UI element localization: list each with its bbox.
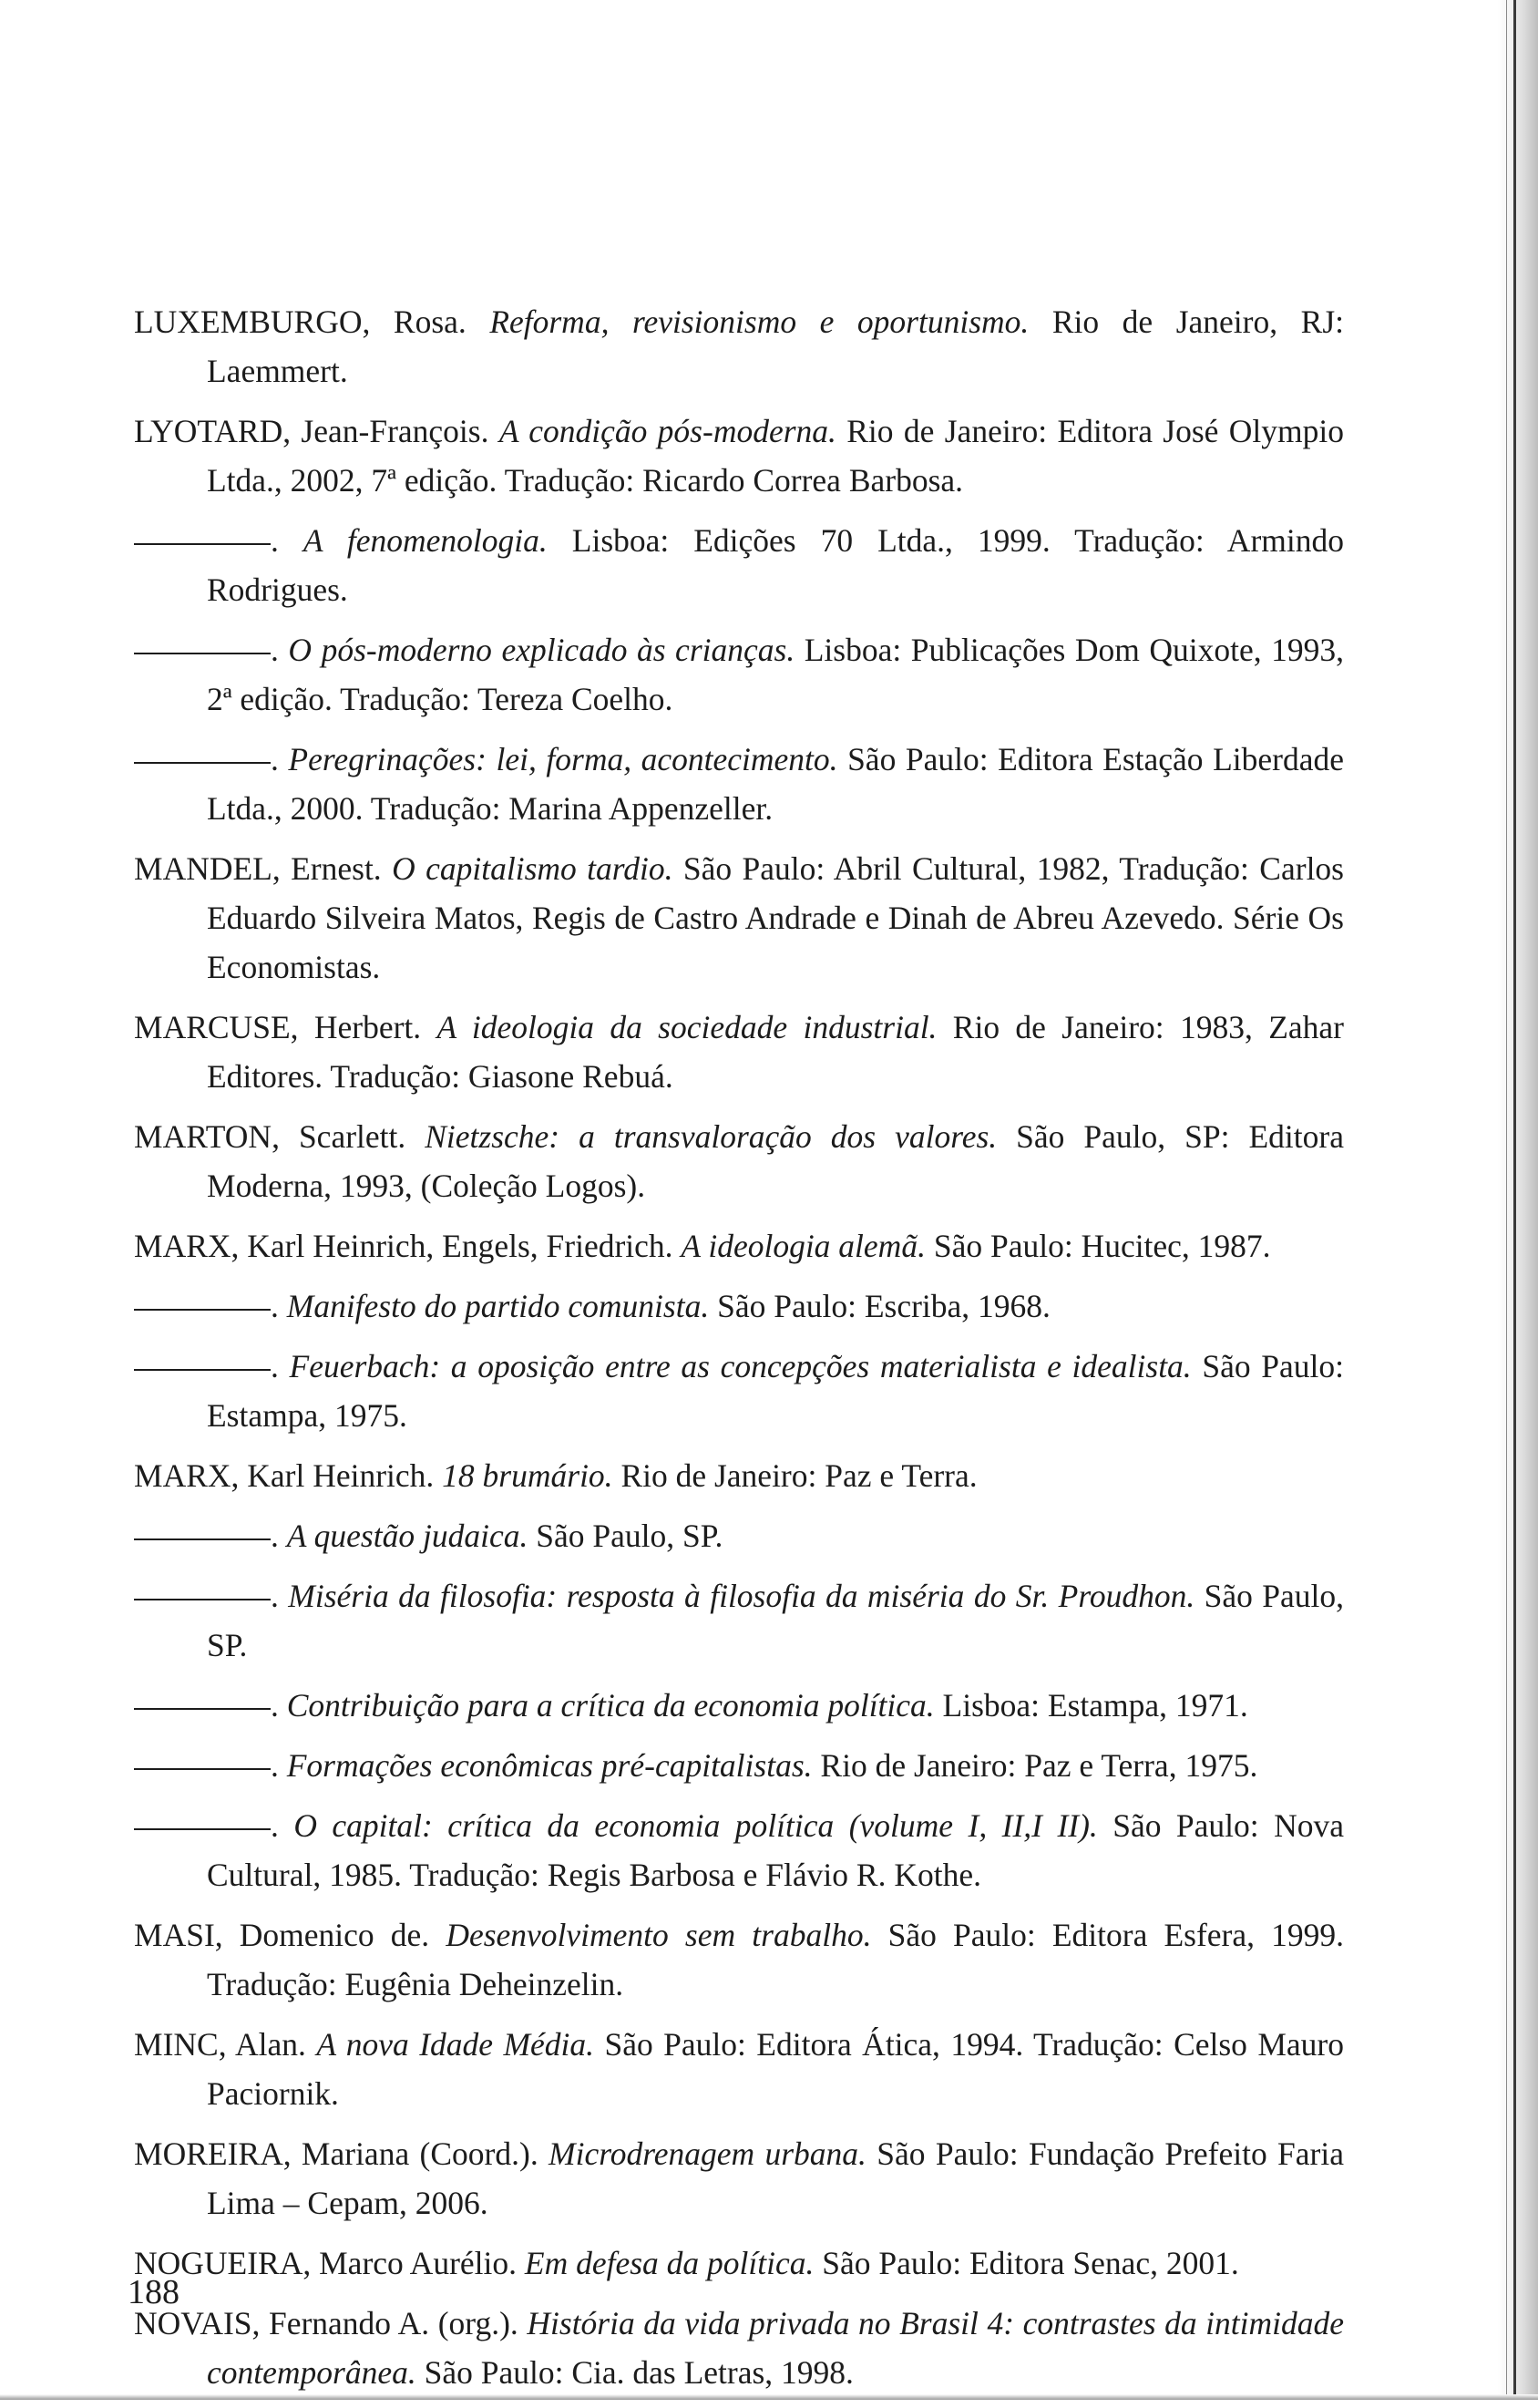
reference-entry [134, 297, 1344, 396]
repeat-author-rule [134, 1828, 271, 1830]
reference-title: Nietzsche: a transvaloração dos valores. [425, 1118, 998, 1155]
reference-title: Microdrenagem urbana. [549, 2135, 866, 2172]
reference-details: São Paulo: Editora Ática, 1994. Tradução: Celso Mauro Paciornik. [207, 2026, 1344, 2112]
reference-details: São Paulo: Cia. das Letras, 1998. [415, 2354, 854, 2391]
reference-entry [134, 2299, 1344, 2397]
reference-author: MARTON, Scarlett. [134, 1118, 426, 1155]
reference-title: Peregrinações: lei, forma, acontecimento. [288, 741, 838, 777]
reference-title: Contribuição para a crítica da economia política. [286, 1687, 935, 1724]
reference-author: . [271, 1807, 294, 1844]
reference-title: A ideologia da sociedade industrial. [436, 1009, 938, 1045]
reference-title: Feuerbach: a oposição entre as concepções materialista e idealista. [289, 1348, 1192, 1384]
reference-title: 18 brumário. [442, 1457, 613, 1494]
repeat-author-rule [134, 1538, 271, 1540]
reference-details: Lisboa: Estampa, 1971. [934, 1687, 1248, 1724]
reference-details: São Paulo: Abril Cultural, 1982, Tradução: Carlos Eduardo Silveira Matos, Regis de Castro Andrade e Dinah de Abreu Azevedo. Série Os Economistas. [207, 850, 1344, 985]
reference-entry [134, 844, 1344, 992]
bibliography-list [134, 297, 1344, 2408]
reference-title: Formações econômicas pré-capitalistas. [286, 1747, 813, 1784]
repeat-author-rule [134, 1309, 271, 1311]
repeat-author-rule [134, 762, 271, 764]
reference-entry [134, 2020, 1344, 2118]
reference-author: MOREIRA, Mariana (Coord.). [134, 2135, 549, 2172]
reference-author: . [271, 1288, 287, 1324]
reference-details: Rio de Janeiro: Paz e Terra. [612, 1457, 978, 1494]
page-number: 188 [128, 2273, 179, 2311]
repeat-author-rule [134, 653, 271, 654]
reference-details: Rio de Janeiro: Editora José Olympio Ltda., 2002, 7ª edição. Tradução: Ricardo Correa Barbosa. [207, 413, 1345, 499]
reference-entry [134, 1910, 1344, 2009]
repeat-author-rule [134, 1599, 271, 1600]
reference-author: . [271, 1687, 287, 1724]
page-spine-shadow [1498, 0, 1538, 2400]
reference-entry [134, 2238, 1344, 2288]
reference-title: A condição pós-moderna. [498, 413, 836, 449]
reference-title: Desenvolvimento sem trabalho. [446, 1917, 872, 1953]
reference-title: Manifesto do partido comunista. [286, 1288, 710, 1324]
reference-title: A fenomenologia. [302, 522, 548, 559]
reference-title: História da vida privada no Brasil 4: contrastes da intimidade contemporânea. [207, 2305, 1344, 2391]
reference-details: Lisboa: Edições 70 Ltda., 1999. Tradução: Armindo Rodrigues. [207, 522, 1344, 608]
reference-details: Lisboa: Publicações Dom Quixote, 1993, 2ª edição. Tradução: Tereza Coelho. [207, 632, 1344, 717]
reference-author: MARX, Karl Heinrich. [134, 1457, 443, 1494]
reference-details: Rio de Janeiro: Paz e Terra, 1975. [812, 1747, 1258, 1784]
reference-author: . [271, 1518, 287, 1554]
reference-details: São Paulo: Hucitec, 1987. [925, 1228, 1271, 1264]
repeat-author-rule [134, 1768, 271, 1770]
reference-author: LUXEMBURGO, Rosa. [134, 304, 490, 340]
reference-author: MASI, Domenico de. [134, 1917, 446, 1953]
reference-entry [134, 1003, 1344, 1101]
reference-author: LYOTARD, Jean-François. [134, 413, 499, 449]
reference-entry [134, 1571, 1344, 1670]
reference-author: . [271, 632, 289, 668]
reference-details: São Paulo: Editora Senac, 2001. [814, 2245, 1239, 2281]
reference-details: São Paulo, SP. [207, 1578, 1345, 1663]
reference-details: São Paulo: Escriba, 1968. [709, 1288, 1051, 1324]
reference-entry [134, 1281, 1344, 1331]
reference-author: NOVAIS, Fernando A. (org.). [134, 2305, 528, 2341]
reference-entry [134, 625, 1344, 724]
reference-entry [134, 1451, 1344, 1500]
reference-title: A questão judaica. [286, 1518, 528, 1554]
repeat-author-rule [134, 1369, 271, 1371]
reference-author: . [271, 1747, 287, 1784]
reference-entry [134, 1112, 1344, 1210]
reference-title: Reforma, revisionismo e oportunismo. [489, 304, 1030, 340]
reference-author: MANDEL, Ernest. [134, 850, 393, 887]
reference-details: Rio de Janeiro: 1983, Zahar Editores. Tradução: Giasone Rebuá. [207, 1009, 1345, 1095]
reference-author: . [271, 741, 289, 777]
reference-details: São Paulo, SP. [528, 1518, 723, 1554]
reference-entry [134, 1681, 1344, 1730]
reference-entry [134, 1741, 1344, 1790]
reference-entry [134, 1511, 1344, 1560]
reference-author: MARX, Karl Heinrich, Engels, Friedrich. [134, 1228, 682, 1264]
reference-details: São Paulo: Fundação Prefeito Faria Lima – Cepam, 2006. [207, 2135, 1344, 2221]
reference-details: São Paulo: Editora Esfera, 1999. Tradução: Eugênia Deheinzelin. [207, 1917, 1345, 2002]
repeat-author-rule [134, 1708, 271, 1710]
reference-title: O capital: crítica da economia política (volume I, II,I II). [293, 1807, 1098, 1844]
reference-title: Miséria da filosofia: resposta à filosofia da miséria do Sr. Proudhon. [288, 1578, 1195, 1614]
spine-edge-line [1506, 0, 1507, 2400]
spine-binding-line [1513, 0, 1516, 2400]
reference-entry [134, 2129, 1344, 2228]
reference-entry [134, 516, 1344, 614]
reference-details: São Paulo: Nova Cultural, 1985. Tradução: Regis Barbosa e Flávio R. Kothe. [207, 1807, 1344, 1893]
reference-entry [134, 1221, 1344, 1271]
reference-title: A nova Idade Média. [316, 2026, 595, 2063]
reference-entry [134, 1342, 1344, 1440]
reference-entry [134, 406, 1344, 505]
reference-details: São Paulo, SP: Editora Moderna, 1993, (Coleção Logos). [207, 1118, 1344, 1204]
reference-author: . [271, 1348, 290, 1384]
reference-author: . [271, 1578, 289, 1614]
reference-author: MINC, Alan. [134, 2026, 317, 2063]
reference-title: Em defesa da política. [524, 2245, 815, 2281]
reference-author: MARCUSE, Herbert. [134, 1009, 437, 1045]
repeat-author-rule [134, 543, 271, 545]
reference-title: A ideologia alemã. [681, 1228, 926, 1264]
reference-entry [134, 735, 1344, 833]
reference-entry [134, 1801, 1344, 1899]
reference-title: O capitalismo tardio. [392, 850, 673, 887]
reference-details: São Paulo: Editora Estação Liberdade Ltda., 2000. Tradução: Marina Appenzeller. [207, 741, 1344, 827]
reference-author: . [271, 522, 303, 559]
reference-author: NOGUEIRA, Marco Aurélio. [134, 2245, 525, 2281]
reference-title: O pós-moderno explicado às crianças. [288, 632, 795, 668]
reference-details: Rio de Janeiro, RJ: Laemmert. [207, 304, 1345, 389]
reference-details: São Paulo: Estampa, 1975. [207, 1348, 1344, 1434]
